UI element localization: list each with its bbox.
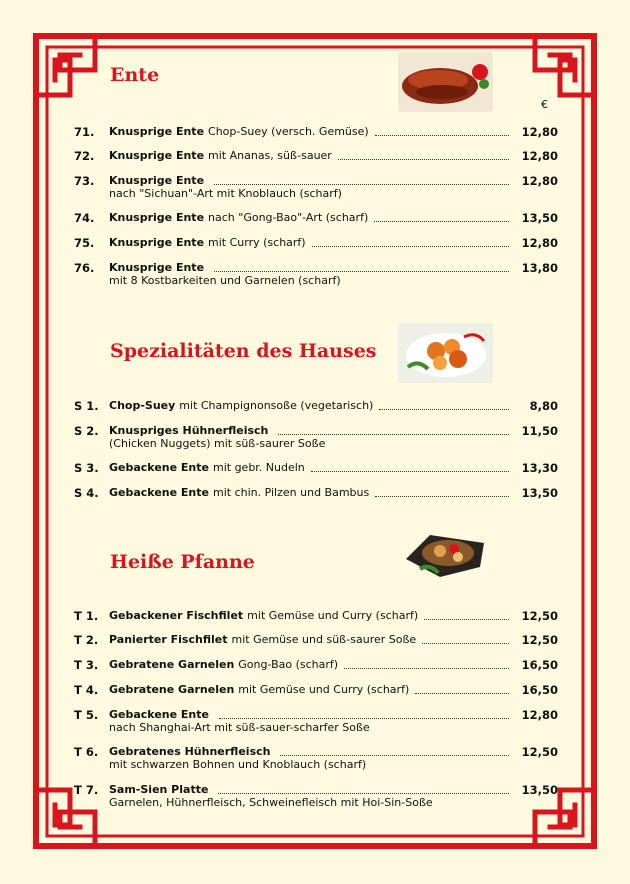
item-number: T 7. bbox=[74, 783, 99, 797]
item-description-line2: nach Shanghai-Art mit süß-sauer-scharfer Soße bbox=[109, 721, 370, 734]
dot-leader bbox=[278, 433, 509, 435]
dot-leader bbox=[375, 495, 509, 497]
hot-pan-photo bbox=[400, 525, 490, 581]
item-number: T 6. bbox=[74, 745, 99, 759]
item-number: 71. bbox=[74, 125, 95, 139]
item-name: Knusprige Ente bbox=[109, 149, 205, 162]
menu-item bbox=[0, 486, 630, 518]
item-description: mit Ananas, süß-sauer bbox=[208, 149, 332, 162]
item-name: Gebackene Ente bbox=[109, 461, 209, 474]
item-line bbox=[109, 149, 515, 162]
item-number: S 4. bbox=[74, 486, 99, 500]
item-description: mit gebr. Nudeln bbox=[212, 461, 305, 474]
item-name: Gebackene Ente bbox=[109, 486, 209, 499]
dot-leader bbox=[344, 667, 509, 669]
item-price: 12,80 bbox=[521, 236, 558, 250]
item-price: 13,50 bbox=[521, 211, 558, 225]
dot-leader bbox=[311, 470, 509, 472]
dot-leader bbox=[379, 408, 509, 410]
item-line bbox=[109, 424, 515, 437]
dot-leader bbox=[312, 245, 509, 247]
item-description: nach "Gong-Bao"-Art (scharf) bbox=[208, 211, 369, 224]
item-line bbox=[109, 236, 515, 249]
dot-leader bbox=[424, 618, 509, 620]
dot-leader bbox=[374, 220, 509, 222]
item-price: 13,50 bbox=[521, 783, 558, 797]
item-price: 12,80 bbox=[521, 149, 558, 163]
item-name: Gebratenes Hühnerfleisch bbox=[109, 745, 271, 758]
item-line bbox=[109, 633, 515, 646]
item-name: Gebratene Garnelen bbox=[109, 683, 235, 696]
roast-duck-photo bbox=[398, 52, 493, 112]
item-line bbox=[109, 125, 515, 138]
item-line bbox=[109, 609, 515, 622]
item-number: T 3. bbox=[74, 658, 99, 672]
section-title-ente: Ente bbox=[110, 64, 160, 86]
item-line bbox=[109, 708, 515, 721]
item-description: mit Gemüse und süß-saurer Soße bbox=[231, 633, 417, 646]
dot-leader bbox=[214, 270, 509, 272]
item-name: Chop-Suey bbox=[109, 399, 176, 412]
item-number: 76. bbox=[74, 261, 95, 275]
item-line bbox=[109, 399, 515, 412]
item-price: 16,50 bbox=[521, 683, 558, 697]
item-name: Knusprige Ente bbox=[109, 211, 205, 224]
item-price: 12,50 bbox=[521, 745, 558, 759]
item-price: 12,80 bbox=[521, 708, 558, 722]
item-name: Knusprige Ente bbox=[109, 174, 205, 187]
menu-item bbox=[0, 708, 630, 740]
corner-ornament-top-right bbox=[520, 36, 594, 110]
item-price: 16,50 bbox=[521, 658, 558, 672]
item-number: 72. bbox=[74, 149, 95, 163]
dot-leader bbox=[280, 754, 509, 756]
item-description-line2: Garnelen, Hühnerfleisch, Schweinefleisch mit Hoi-Sin-Soße bbox=[109, 796, 433, 809]
item-number: T 2. bbox=[74, 633, 99, 647]
dot-leader bbox=[219, 717, 509, 719]
corner-ornament-top-left bbox=[36, 36, 110, 110]
item-line bbox=[109, 174, 515, 187]
currency-label: € bbox=[541, 98, 548, 111]
item-price: 13,50 bbox=[521, 486, 558, 500]
item-description-line2: nach "Sichuan"-Art mit Knoblauch (scharf) bbox=[109, 187, 342, 200]
item-price: 11,50 bbox=[521, 424, 558, 438]
dot-leader bbox=[214, 183, 509, 185]
item-name: Gebratene Garnelen bbox=[109, 658, 235, 671]
item-line bbox=[109, 658, 515, 671]
item-price: 12,50 bbox=[521, 609, 558, 623]
item-line bbox=[109, 486, 515, 499]
item-number: S 1. bbox=[74, 399, 99, 413]
item-line bbox=[109, 461, 515, 474]
item-description: mit Champignonsoße (vegetarisch) bbox=[179, 399, 374, 412]
item-description: mit Gemüse und Curry (scharf) bbox=[238, 683, 410, 696]
house-special-dish-photo bbox=[398, 323, 493, 383]
dot-leader bbox=[218, 792, 509, 794]
item-price: 8,80 bbox=[529, 399, 558, 413]
item-price: 12,50 bbox=[521, 633, 558, 647]
dot-leader bbox=[375, 134, 509, 136]
item-name: Gebackener Fischfilet bbox=[109, 609, 244, 622]
item-description: Chop-Suey (versch. Gemüse) bbox=[208, 125, 369, 138]
item-line bbox=[109, 211, 515, 224]
item-number: 74. bbox=[74, 211, 95, 225]
item-number: 75. bbox=[74, 236, 95, 250]
item-number: T 5. bbox=[74, 708, 99, 722]
item-price: 12,80 bbox=[521, 174, 558, 188]
item-line bbox=[109, 783, 515, 796]
section-title-spezialitaeten: Spezialitäten des Hauses bbox=[110, 340, 377, 362]
item-price: 12,80 bbox=[521, 125, 558, 139]
menu-item bbox=[0, 174, 630, 206]
item-line bbox=[109, 745, 515, 758]
dot-leader bbox=[415, 692, 509, 694]
dot-leader bbox=[338, 158, 509, 160]
dot-leader bbox=[422, 642, 509, 644]
section-title-heisse-pfanne: Heiße Pfanne bbox=[110, 551, 255, 573]
menu-item bbox=[0, 783, 630, 815]
item-name: Knusprige Ente bbox=[109, 236, 205, 249]
item-price: 13,30 bbox=[521, 461, 558, 475]
menu-item bbox=[0, 745, 630, 777]
item-number: T 4. bbox=[74, 683, 99, 697]
item-name: Knuspriges Hühnerfleisch bbox=[109, 424, 269, 437]
item-price: 13,80 bbox=[521, 261, 558, 275]
item-description: mit chin. Pilzen und Bambus bbox=[212, 486, 370, 499]
item-description-line2: mit 8 Kostbarkeiten und Garnelen (scharf) bbox=[109, 274, 341, 287]
item-description-line2: (Chicken Nuggets) mit süß-saurer Soße bbox=[109, 437, 326, 450]
item-name: Knusprige Ente bbox=[109, 125, 205, 138]
item-number: S 2. bbox=[74, 424, 99, 438]
item-description: mit Curry (scharf) bbox=[208, 236, 306, 249]
menu-item bbox=[0, 261, 630, 293]
item-number: T 1. bbox=[74, 609, 99, 623]
item-name: Gebackene Ente bbox=[109, 708, 209, 721]
item-number: 73. bbox=[74, 174, 95, 188]
item-name: Panierter Fischfilet bbox=[109, 633, 228, 646]
item-line bbox=[109, 261, 515, 274]
item-description-line2: mit schwarzen Bohnen und Knoblauch (scharf) bbox=[109, 758, 367, 771]
item-description: mit Gemüse und Curry (scharf) bbox=[247, 609, 419, 622]
item-description: Gong-Bao (scharf) bbox=[238, 658, 339, 671]
item-name: Knusprige Ente bbox=[109, 261, 205, 274]
menu-item bbox=[0, 424, 630, 456]
item-line bbox=[109, 683, 515, 696]
item-name: Sam-Sien Platte bbox=[109, 783, 209, 796]
item-number: S 3. bbox=[74, 461, 99, 475]
